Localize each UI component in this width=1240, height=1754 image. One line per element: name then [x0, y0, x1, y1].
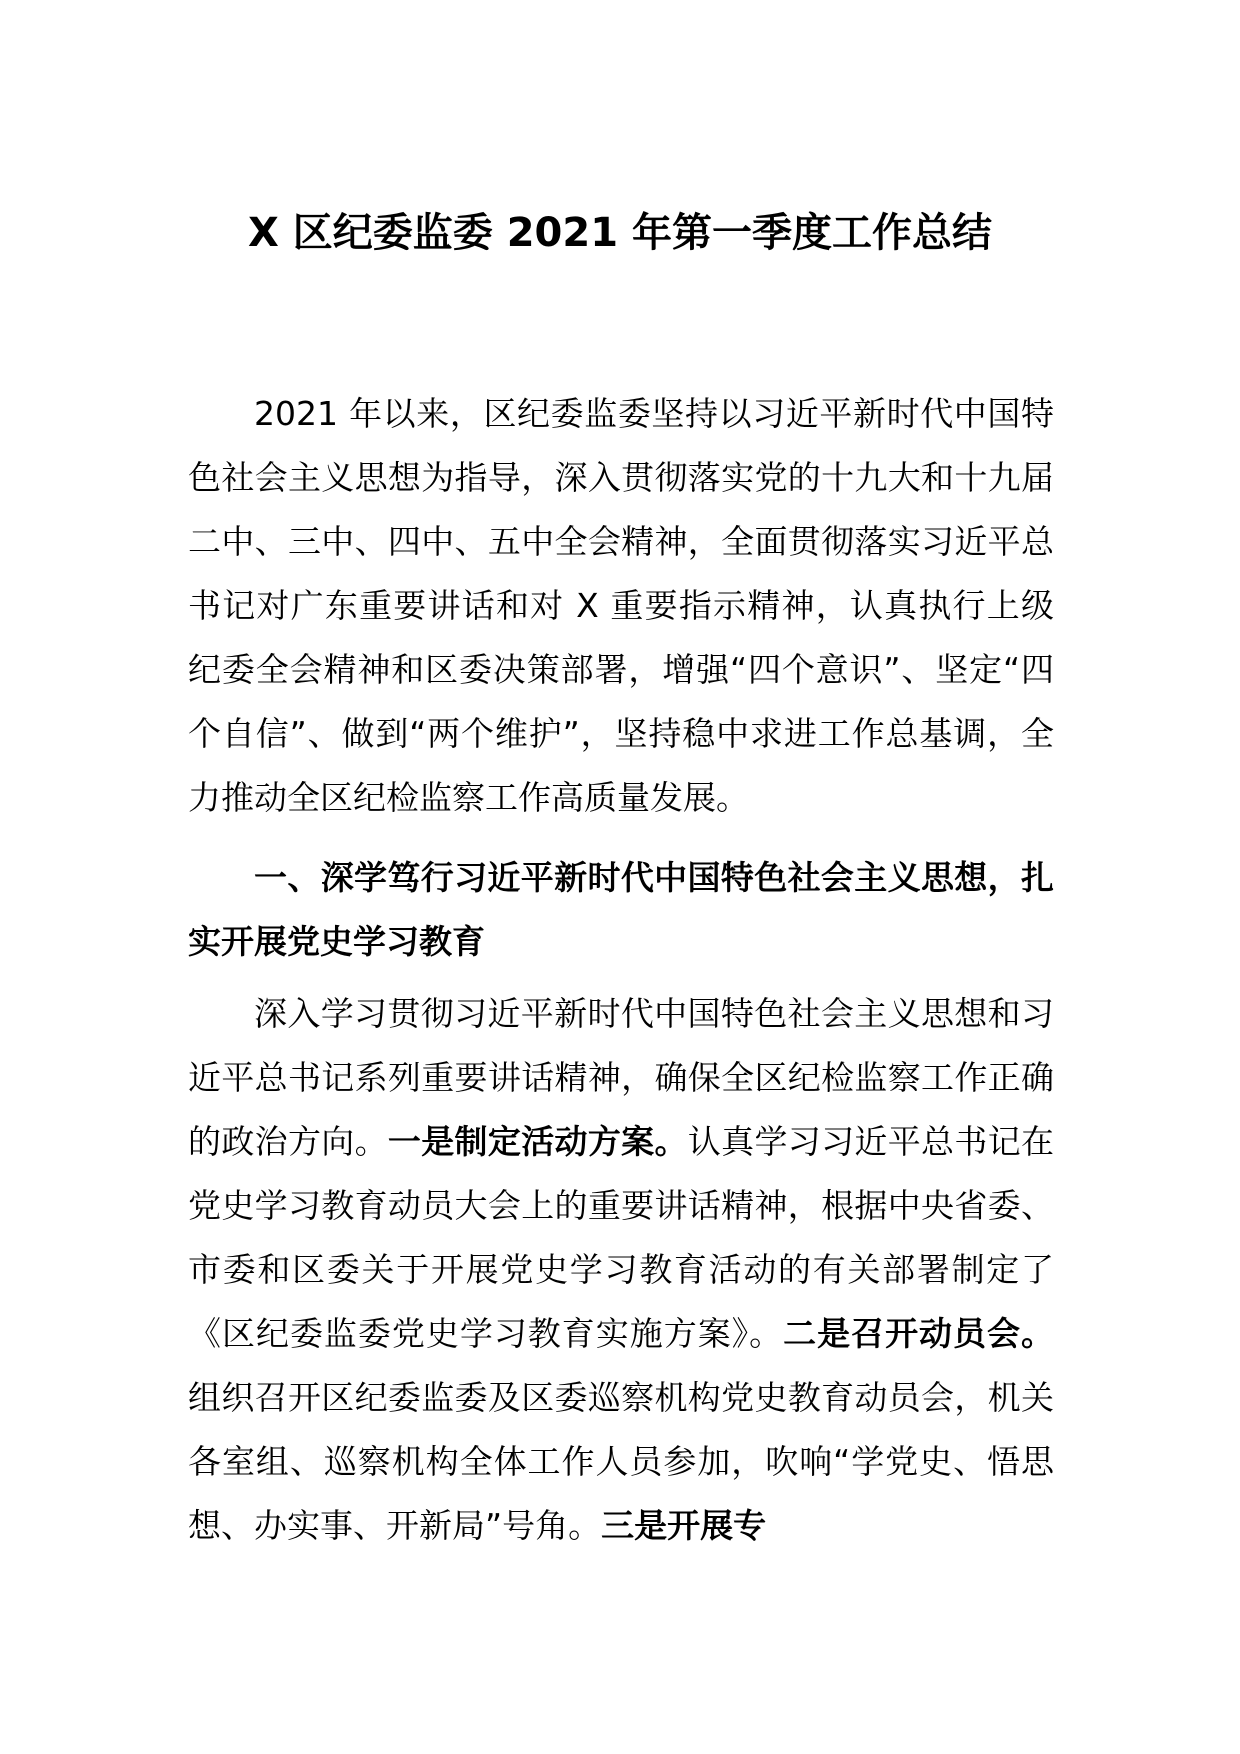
point-1-text: 认真学习习近平总书记在党史学习教育动员大会上的重要讲话精神，根据中央省委、市委和区委关于开展党史学习教育活动的有关部署制定了《区纪委监委党史学习教育实施方案》。: [188, 1122, 1055, 1353]
section-1-paragraph: [188, 982, 1054, 1558]
point-3-label: 三是开展专: [601, 1506, 767, 1545]
point-2-label: 二是召开动员会。: [783, 1314, 1055, 1353]
point-1-label: 一是制定活动方案。: [387, 1122, 688, 1161]
section-1-heading: 一、深学笃行习近平新时代中国特色社会主义思想，扎实开展党史学习教育: [188, 858, 1054, 961]
document-title: X 区纪委监委 2021 年第一季度工作总结: [248, 210, 992, 256]
paragraph-gap: [188, 974, 1054, 982]
section-1-intro-text: 深入学习贯彻习近平新时代中国特色社会主义思想和习近平总书记系列重要讲话精神，确保全区纪检监察工作正确的政治方向。: [188, 994, 1054, 1161]
point-2-text: 组织召开区纪委监委及区委巡察机构党史教育动员会，机关各室组、巡察机构全体工作人员参加，吹响“学党史、悟思想、办实事、开新局”号角。: [188, 1378, 1054, 1545]
intro-paragraph: 2021 年以来，区纪委监委坚持以习近平新时代中国特色社会主义思想为指导，深入贯彻落实党的十九大和十九届二中、三中、四中、五中全会精神，全面贯彻落实习近平总书记对广东重要讲话和对 X 重要指示精神，认真执行上级纪委全会精神和区委决策部署，增强“四个意识”、坚定“四个自信”、做到“两个维护”，坚持稳中求进工作总基调，全力推动全区纪检监察工作高质量发展。: [188, 394, 1054, 817]
paragraph-gap: [188, 830, 1054, 838]
document-body: [188, 382, 1054, 1558]
